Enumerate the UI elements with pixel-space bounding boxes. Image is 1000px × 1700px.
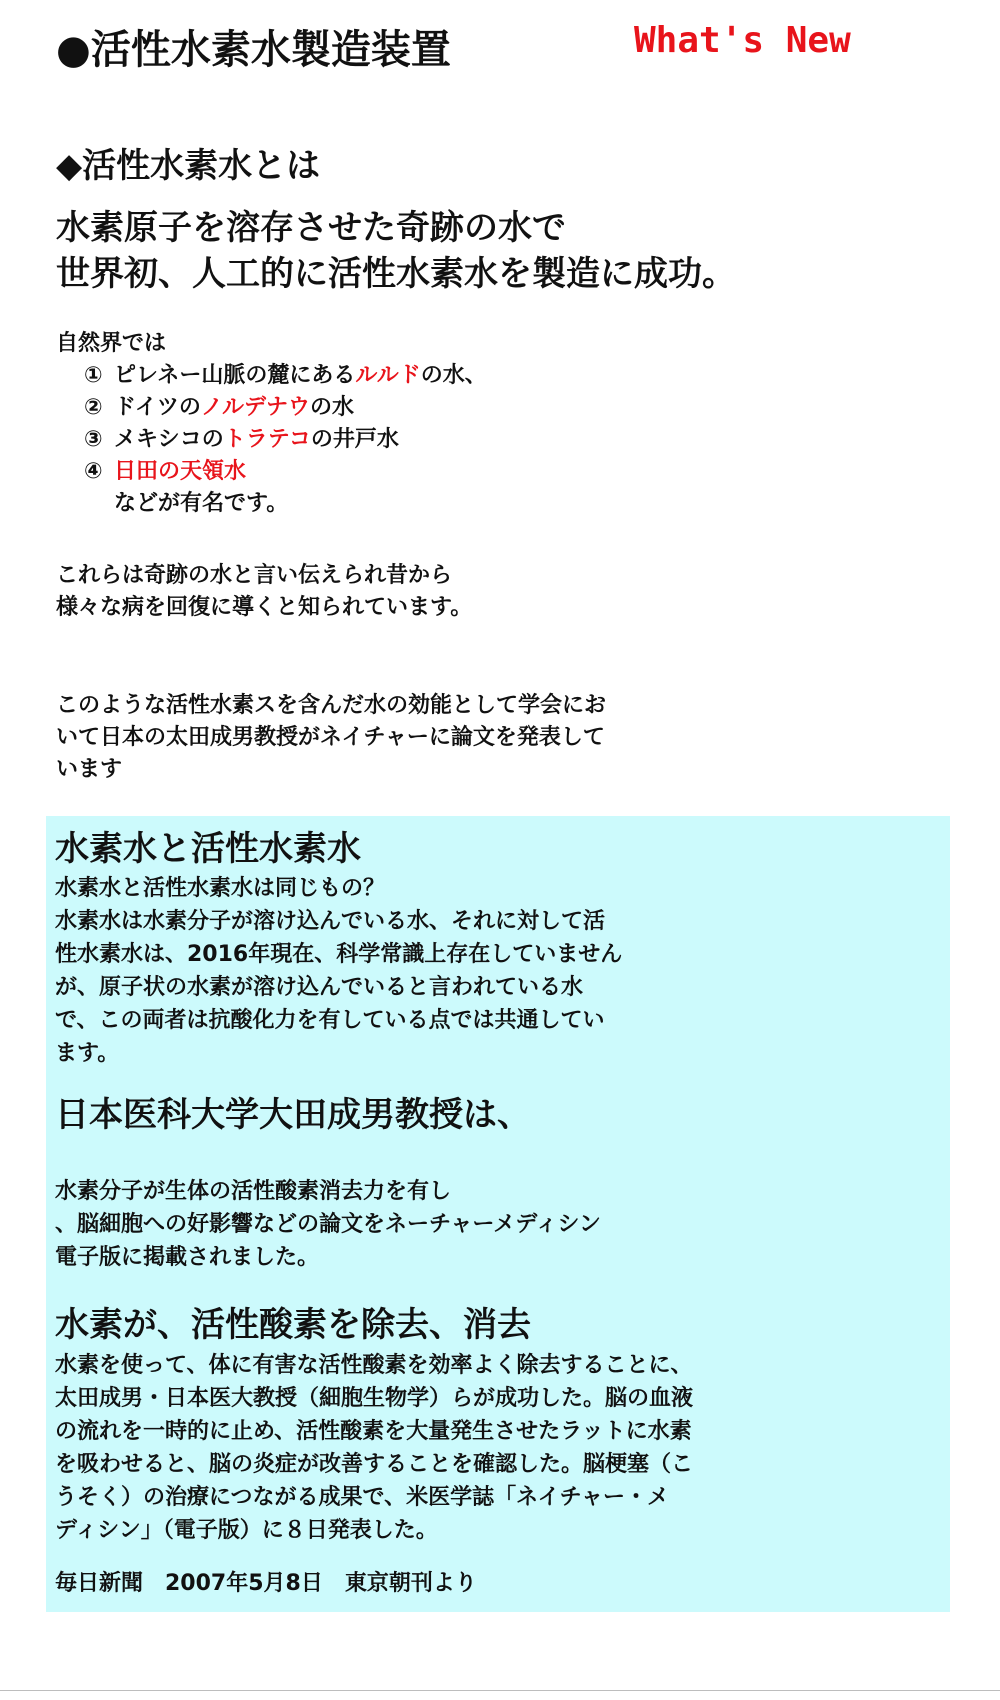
famous-note: などが有名です。 xyxy=(114,491,289,516)
section3-line: の流れを一時的に止め、活性酸素を大量発生させたラットに水素 xyxy=(55,1419,692,1444)
intro-heading: ◆活性水素水とは xyxy=(56,146,321,186)
list-item-text: ドイツの xyxy=(114,395,201,420)
section3-heading: 水素が、活性酸素を除去、消去 xyxy=(55,1305,531,1345)
list-item-highlight: ルルド xyxy=(355,363,421,388)
list-number: ③ xyxy=(84,427,103,452)
section1-line: で、この両者は抗酸化力を有している点では共通してい xyxy=(55,1008,605,1033)
list-number: ④ xyxy=(84,459,103,484)
section3-body xyxy=(55,1349,693,1547)
intro-lead xyxy=(56,205,736,297)
section1-line: ます。 xyxy=(55,1041,120,1066)
list-item-text: メキシコの xyxy=(114,427,224,452)
miracle-line-1: これらは奇跡の水と言い伝えられ昔から xyxy=(56,563,453,588)
paper-line-1: このような活性水素スを含んだ水の効能として学会にお xyxy=(56,693,607,718)
list-item xyxy=(84,456,487,488)
list-number: ① xyxy=(84,363,103,388)
section1-body xyxy=(55,872,622,1070)
section3-line: 太田成男・日本医大教授（細胞生物学）らが成功した。脳の血液 xyxy=(55,1386,694,1411)
list-item-highlight: 日田の天領水 xyxy=(114,459,247,484)
bottom-border xyxy=(0,1690,1000,1691)
nature-label: 自然界では xyxy=(56,331,167,356)
section3-line: を吸わせると、脳の炎症が改善することを確認した。脳梗塞（こ xyxy=(55,1452,694,1477)
info-box xyxy=(46,816,950,1612)
section3-line: うそく）の治療につながる成果で、米医学誌「ネイチャー・メ xyxy=(55,1485,670,1510)
list-item-highlight: ノルデナウ xyxy=(200,395,311,420)
section2-line: 電子版に掲載されました。 xyxy=(55,1245,320,1270)
list-item-text: の水、 xyxy=(420,363,487,388)
list-item-highlight: トラテコ xyxy=(223,427,311,452)
paper-line-3: います xyxy=(56,757,123,782)
list-item xyxy=(84,360,487,392)
section2-line: 、脳細胞への好影響などの論文をネーチャーメディシン xyxy=(55,1212,601,1237)
miracle-paragraph xyxy=(56,560,472,624)
section1-line: 水素水と活性水素水は同じもの？ xyxy=(55,876,386,901)
section2-body xyxy=(55,1175,601,1274)
paper-paragraph xyxy=(56,690,606,786)
section1-line: 性水素水は、2016年現在、科学常識上存在していません xyxy=(55,942,623,967)
section3-line: 水素を使って、体に有害な活性酸素を効率よく除去することに、 xyxy=(55,1353,693,1378)
section1-line: が、原子状の水素が溶け込んでいると言われている水 xyxy=(55,975,584,1000)
list-item-text: の水 xyxy=(310,395,355,420)
list-item-text: の井戸水 xyxy=(310,427,399,452)
section1-line: 水素水は水素分子が溶け込んでいる水、それに対して活 xyxy=(55,909,606,934)
section2-line: 水素分子が生体の活性酸素消去力を有し xyxy=(55,1179,452,1204)
list-item xyxy=(84,392,487,424)
source-credit: 毎日新聞 2007年5月8日 東京朝刊より xyxy=(55,1571,477,1596)
list-number: ② xyxy=(84,395,103,420)
whats-new-link[interactable]: What's New xyxy=(634,20,851,61)
list-item xyxy=(84,488,487,520)
famous-water-list xyxy=(84,360,487,520)
list-item-text: ピレネー山脈の麓にある xyxy=(114,363,356,388)
paper-line-2: いて日本の太田成男教授がネイチャーに論文を発表して xyxy=(56,725,605,750)
intro-lead-line-1: 水素原子を溶存させた奇跡の水で xyxy=(56,208,566,248)
intro-lead-line-2: 世界初、人工的に活性水素水を製造に成功。 xyxy=(56,254,736,294)
miracle-line-2: 様々な病を回復に導くと知られています。 xyxy=(56,595,473,620)
section2-heading: 日本医科大学大田成男教授は、 xyxy=(55,1095,531,1135)
page-title: ●活性水素水製造装置 xyxy=(56,27,451,73)
section3-line: ディシン」（電子版）に８日発表した。 xyxy=(55,1518,438,1543)
list-item xyxy=(84,424,487,456)
section1-heading: 水素水と活性水素水 xyxy=(55,829,361,869)
